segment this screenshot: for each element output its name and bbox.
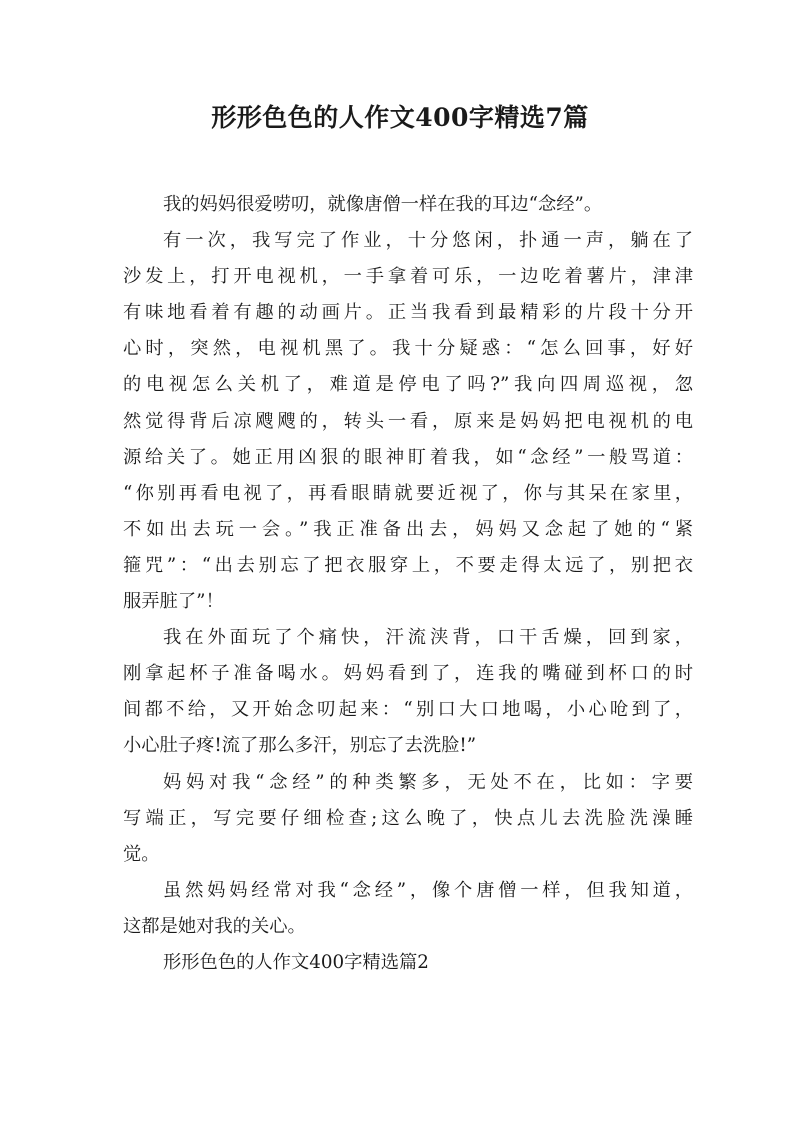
paragraph-line: 觉。: [123, 843, 160, 865]
paragraph-line: 然觉得背后凉飕飕的，转头一看，原来是妈妈把电视机的电: [123, 410, 693, 432]
paragraph-line: 沙发上，打开电视机，一手拿着可乐，一边吃着薯片，津津: [123, 266, 693, 288]
paragraph-line: 小心肚子疼!流了那么多汗，别忘了去洗脸!”: [123, 735, 477, 757]
paragraph-line: 这都是她对我的关心。: [123, 915, 306, 937]
section-heading: 形形色色的人作文400字精选篇2: [163, 951, 429, 973]
paragraph-line: 妈妈对我“念经”的种类繁多，无处不在，比如：字要: [163, 771, 693, 793]
paragraph: [123, 223, 693, 620]
paragraph-line: 有味地看着有趣的动画片。正当我看到最精彩的片段十分开: [123, 302, 693, 324]
paragraph: [123, 873, 693, 945]
paragraph: [123, 620, 693, 764]
document-title: 形形色色的人作文400字精选7篇: [211, 103, 589, 132]
paragraph-line: 心时，突然，电视机黑了。我十分疑惑：“怎么回事，好好: [123, 338, 693, 360]
paragraph-line: 刚拿起杯子准备喝水。妈妈看到了，连我的嘴碰到杯口的时: [123, 663, 693, 685]
paragraph-line: 我的妈妈很爱唠叨，就像唐僧一样在我的耳边“念经”。: [163, 194, 603, 215]
document-body: [123, 187, 693, 981]
paragraph-line: 我在外面玩了个痛快，汗流浃背，口干舌燥，回到家，: [163, 627, 693, 649]
paragraph-line: “你别再看电视了，再看眼睛就要近视了，你与其呆在家里，: [123, 482, 693, 504]
paragraph-line: 箍咒”：“出去别忘了把衣服穿上，不要走得太远了，别把衣: [123, 554, 693, 576]
paragraph-line: 服弄脏了”！: [123, 591, 224, 613]
paragraph-line: 写端正，写完要仔细检查;这么晚了，快点儿去洗脸洗澡睡: [123, 807, 693, 829]
paragraph-line: 的电视怎么关机了，难道是停电了吗?”我向四周巡视，忽: [123, 374, 693, 396]
paragraph-line: 不如出去玩一会。”我正准备出去，妈妈又念起了她的“紧: [123, 518, 693, 540]
paragraph-line: 源给关了。她正用凶狠的眼神盯着我，如“念经”一般骂道：: [123, 446, 693, 468]
paragraph: [123, 187, 693, 223]
paragraph: [123, 765, 693, 873]
paragraph-line: 虽然妈妈经常对我“念经”，像个唐僧一样，但我知道，: [163, 879, 693, 901]
paragraph-line: 间都不给，又开始念叨起来：“别口大口地喝，小心呛到了，: [123, 699, 693, 721]
paragraph-line: 有一次，我写完了作业，十分悠闲，扑通一声，躺在了: [163, 230, 693, 252]
